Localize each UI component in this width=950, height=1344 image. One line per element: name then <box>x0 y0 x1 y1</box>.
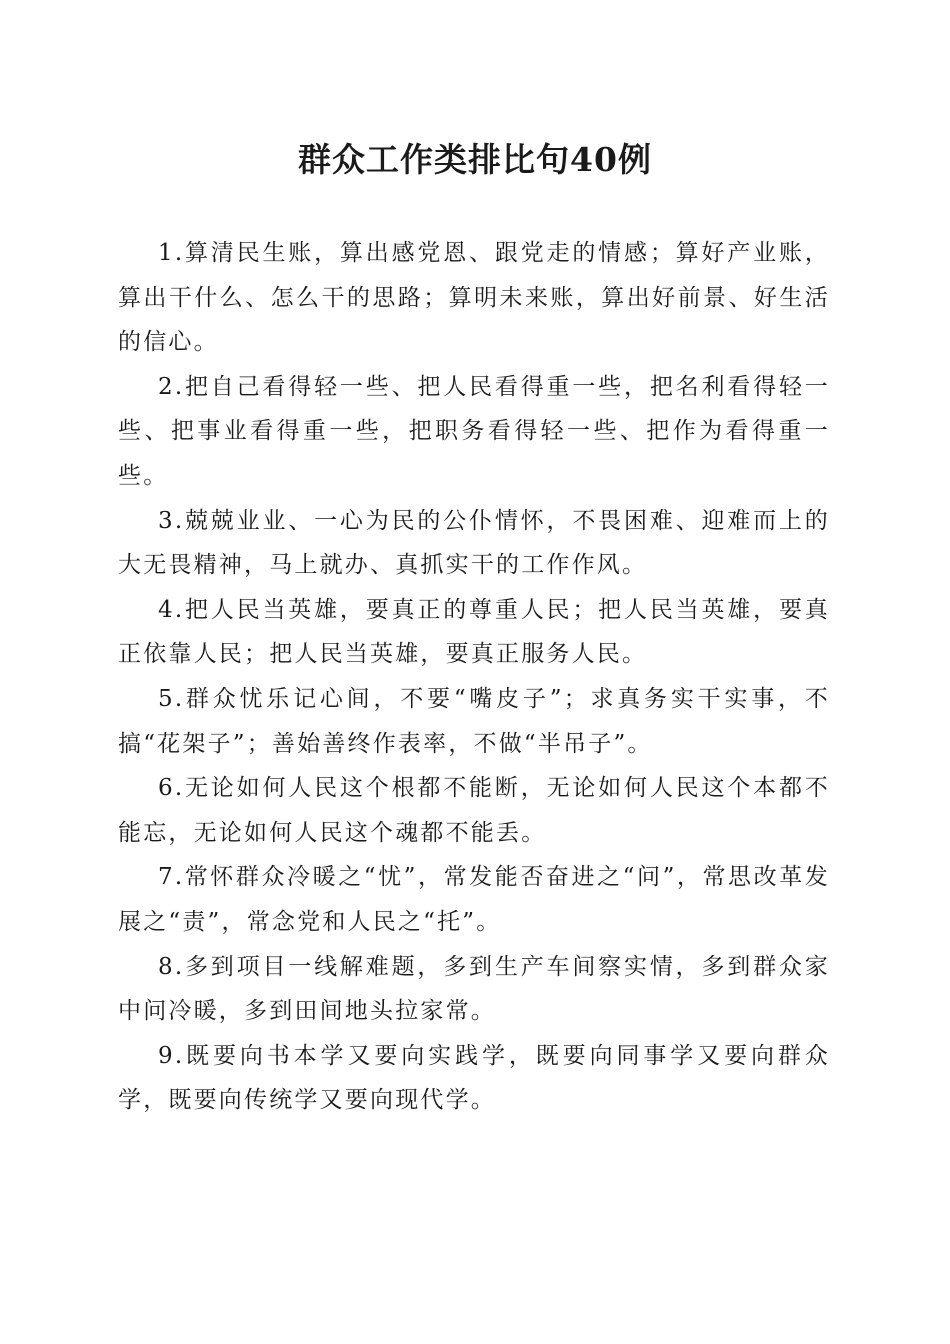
paragraph-9: 9.既要向书本学又要向实践学，既要向同事学又要向群众学，既要向传统学又要向现代学。 <box>118 1042 830 1114</box>
paragraph-6: 6.无论如何人民这个根都不能断，无论如何人民这个本都不能忘，无论如何人民这个魂都不能丢。 <box>118 775 830 846</box>
paragraph-5: 5.群众忧乐记心间，不要“嘴皮子”；求真务实干实事，不搞“花架子”；善始善终作表率，不做“半吊子”。 <box>118 685 830 757</box>
document-body <box>118 231 830 1123</box>
paragraph-2: 2.把自己看得轻一些、把人民看得重一些，把名利看得轻一些、把事业看得重一些，把职务看得轻一些、把作为看得重一些。 <box>118 373 830 489</box>
document-title: 群众工作类排比句40例 <box>298 140 652 179</box>
paragraph-1: 1.算清民生账，算出感党恩、跟党走的情感；算好产业账，算出干什么、怎么干的思路；算明未来账，算出好前景、好生活的信心。 <box>118 240 830 356</box>
paragraph-7: 7.常怀群众冷暖之“忧”，常发能否奋进之“问”，常思改革发展之“责”，常念党和人民之“托”。 <box>118 864 830 935</box>
paragraph-8: 8.多到项目一线解难题，多到生产车间察实情，多到群众家中问冷暖，多到田间地头拉家常。 <box>118 953 830 1025</box>
paragraph-4: 4.把人民当英雄，要真正的尊重人民；把人民当英雄，要真正依靠人民；把人民当英雄，要真正服务人民。 <box>118 596 830 668</box>
paragraph-3: 3.兢兢业业、一心为民的公仆情怀，不畏困难、迎难而上的大无畏精神，马上就办、真抓实干的工作作风。 <box>118 507 830 579</box>
